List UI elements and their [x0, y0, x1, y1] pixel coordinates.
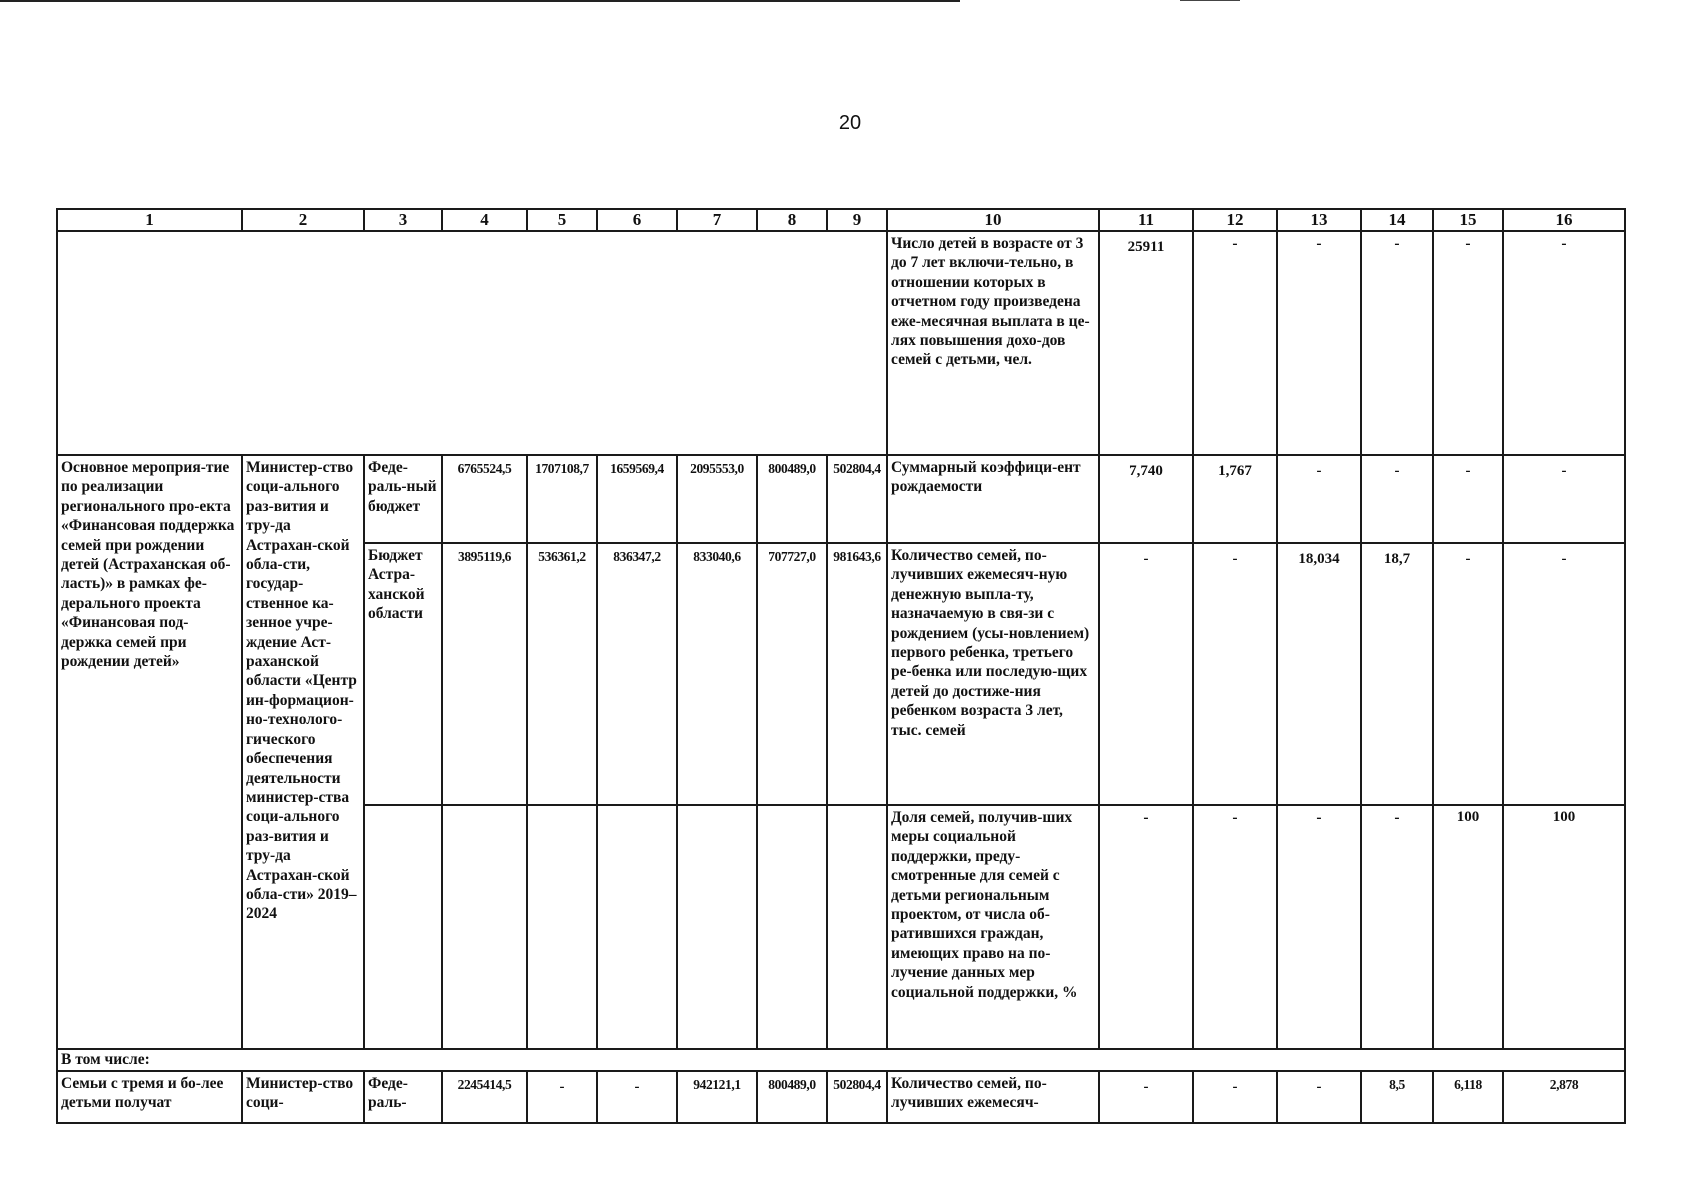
value-cell: - [1503, 543, 1625, 805]
amount-cell: 800489,0 [757, 1071, 827, 1123]
col-header: 4 [442, 209, 527, 231]
value-cell: - [1433, 231, 1503, 455]
col-header: 15 [1433, 209, 1503, 231]
amount-cell [827, 805, 887, 1049]
amount-cell: 836347,2 [597, 543, 677, 805]
value-cell: 25911 [1099, 231, 1193, 455]
amount-cell: 2095553,0 [677, 455, 757, 543]
col-header: 6 [597, 209, 677, 231]
value-cell: 7,740 [1099, 455, 1193, 543]
amount-cell [757, 805, 827, 1049]
col-header: 5 [527, 209, 597, 231]
funding-source-cell: Феде-раль- [364, 1071, 442, 1123]
amount-cell: 707727,0 [757, 543, 827, 805]
amount-cell: - [527, 1071, 597, 1123]
value-cell: - [1099, 1071, 1193, 1123]
event-name-cell: Основное мероприя-тие по реализации регионального про-екта «Финансовая поддержка семей при рождении детей (Астраханская об-ласть)» в рамках фе-дерального проекта «Финансовая под-держка семей при рождении детей» [57, 455, 242, 1049]
amount-cell [597, 805, 677, 1049]
amount-cell: 942121,1 [677, 1071, 757, 1123]
indicator-cell: Количество семей, по-лучивших ежемесяч- [887, 1071, 1099, 1123]
value-cell: 1,767 [1193, 455, 1277, 543]
col-header: 13 [1277, 209, 1361, 231]
amount-cell: 6765524,5 [442, 455, 527, 543]
col-header: 9 [827, 209, 887, 231]
amount-cell: 1659569,4 [597, 455, 677, 543]
value-cell: - [1193, 231, 1277, 455]
amount-cell: 502804,4 [827, 455, 887, 543]
value-cell: - [1277, 1071, 1361, 1123]
amount-cell: 536361,2 [527, 543, 597, 805]
amount-cell: 2245414,5 [442, 1071, 527, 1123]
value-cell: 18,034 [1277, 543, 1361, 805]
col-header: 10 [887, 209, 1099, 231]
value-cell: - [1277, 455, 1361, 543]
value-cell: - [1277, 231, 1361, 455]
value-cell: - [1503, 231, 1625, 455]
col-header: 16 [1503, 209, 1625, 231]
value-cell: - [1433, 543, 1503, 805]
executor-cell: Министер-ство соци-ального раз-вития и тру-да Астрахан-ской обла-сти, государ-ственное ка-зенное учре-ждение Аст-раханской области «Центр ин-формацион-но-технолого-гического обеспечения деятельности министер-ства соци-ального раз-вития и тру-да Астрахан-ской обла-сти» 2019–2024 [242, 455, 364, 1049]
amount-cell: 981643,6 [827, 543, 887, 805]
event-name-cell: Семьи с тремя и бо-лее детьми получат [57, 1071, 242, 1123]
value-cell: - [1099, 543, 1193, 805]
indicator-cell: Суммарный коэффици-ент рождаемости [887, 455, 1099, 543]
col-header: 11 [1099, 209, 1193, 231]
table-row [57, 455, 1625, 543]
indicator-cell: Доля семей, получив-ших меры социальной поддержки, преду-смотренные для семей с детьми региональным проектом, от числа об-ратившихся граждан, имеющих право на по-лучение данных мер социальной поддержки, % [887, 805, 1099, 1049]
col-header: 7 [677, 209, 757, 231]
table-row [57, 1049, 1625, 1071]
amount-cell: 1707108,7 [527, 455, 597, 543]
column-number-row [57, 209, 1625, 231]
indicator-cell: Число детей в возрасте от 3 до 7 лет включи-тельно, в отношении которых в отчетном году произведена еже-месячная выплата в це-лях повышения дохо-дов семей с детьми, чел. [887, 231, 1099, 455]
value-cell: - [1361, 455, 1433, 543]
indicator-cell: Количество семей, по-лучивших ежемесяч-ную денежную выпла-ту, назначаемую в свя-зи с рождением (усы-новлением) первого ребенка, третьего ре-бенка или последую-щих детей до достиже-ния ребенком возраста 3 лет, тыс. семей [887, 543, 1099, 805]
program-table [56, 208, 1626, 1124]
top-rule [0, 0, 960, 2]
value-cell: 18,7 [1361, 543, 1433, 805]
value-cell: 100 [1503, 805, 1625, 1049]
amount-cell: 833040,6 [677, 543, 757, 805]
funding-source-cell [364, 805, 442, 1049]
value-cell: - [1193, 1071, 1277, 1123]
value-cell: - [1193, 543, 1277, 805]
amount-cell [527, 805, 597, 1049]
value-cell: - [1361, 805, 1433, 1049]
top-rule-fragment [1180, 0, 1240, 1]
col-header: 1 [57, 209, 242, 231]
col-header: 14 [1361, 209, 1433, 231]
col-header: 12 [1193, 209, 1277, 231]
empty-merged-cell [57, 231, 887, 455]
amount-cell [677, 805, 757, 1049]
amount-cell: 800489,0 [757, 455, 827, 543]
funding-source-cell: Бюджет Астра-ханской области [364, 543, 442, 805]
value-cell: 2,878 [1503, 1071, 1625, 1123]
value-cell: - [1099, 805, 1193, 1049]
funding-source-cell: Феде-раль-ный бюджет [364, 455, 442, 543]
amount-cell: - [597, 1071, 677, 1123]
amount-cell: 502804,4 [827, 1071, 887, 1123]
value-cell: - [1193, 805, 1277, 1049]
value-cell: 100 [1433, 805, 1503, 1049]
executor-cell: Министер-ство соци- [242, 1071, 364, 1123]
col-header: 8 [757, 209, 827, 231]
value-cell: 8,5 [1361, 1071, 1433, 1123]
col-header: 2 [242, 209, 364, 231]
amount-cell [442, 805, 527, 1049]
section-subheader: В том числе: [57, 1049, 1625, 1071]
amount-cell: 3895119,6 [442, 543, 527, 805]
value-cell: 6,118 [1433, 1071, 1503, 1123]
table-row [57, 1071, 1625, 1123]
value-cell: - [1277, 805, 1361, 1049]
value-cell: - [1503, 455, 1625, 543]
value-cell: - [1433, 455, 1503, 543]
page-number: 20 [838, 112, 862, 134]
col-header: 3 [364, 209, 442, 231]
table-row [57, 231, 1625, 455]
value-cell: - [1361, 231, 1433, 455]
